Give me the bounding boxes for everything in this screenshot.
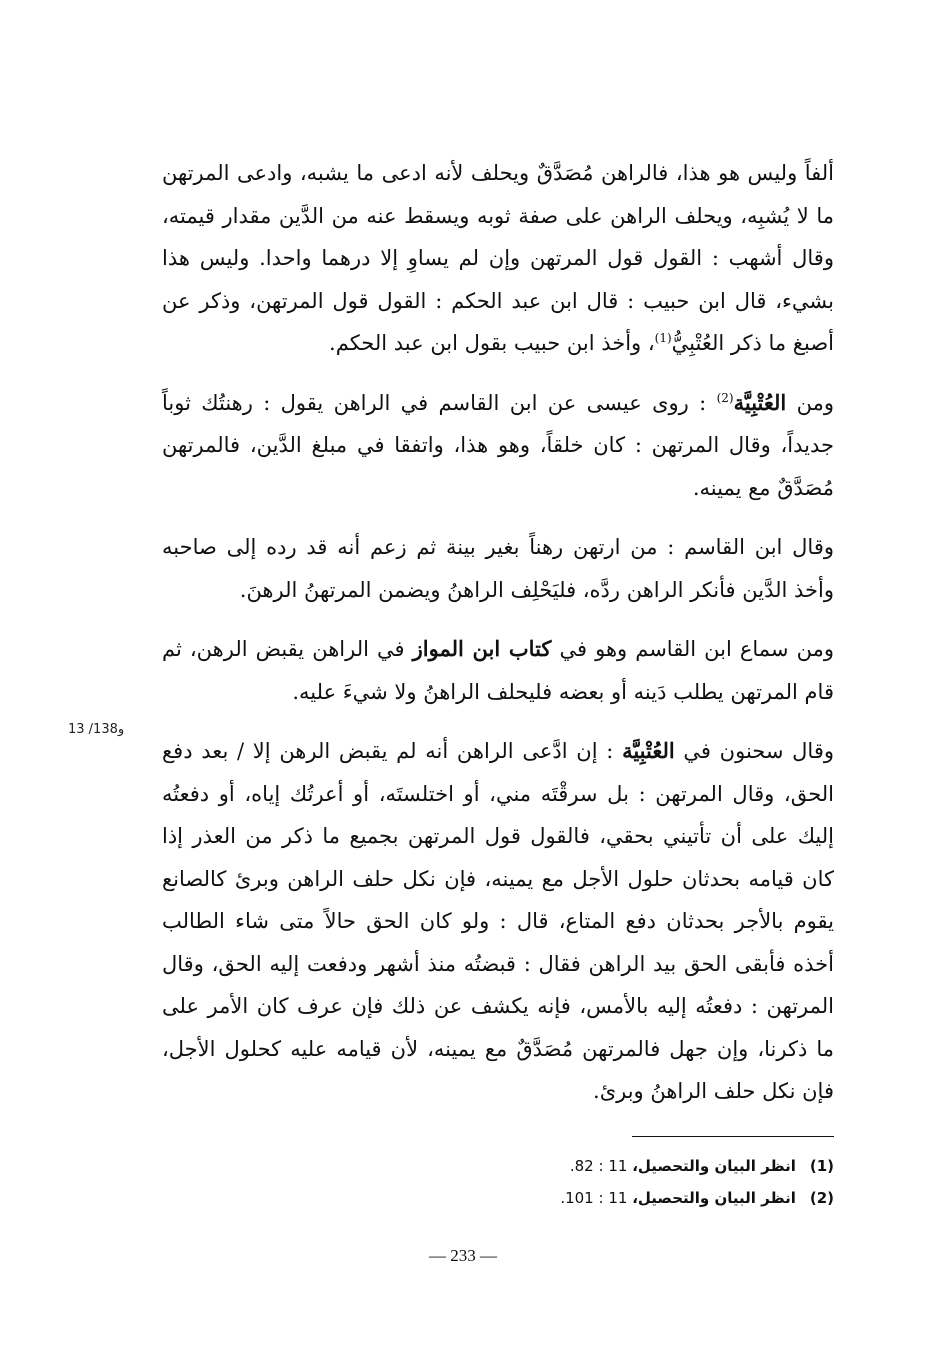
paragraph-text: : روى عيسى عن ابن القاسم في الراهن يقول : رهنتُك ثوباً جديداً، وقال المرتهن : كان خلقاً، وهو هذا، واتفقا في مبلغ الدَّين، فالمرتهن مُصَدَّقٌ مع يمينه. [162,390,834,500]
paragraph-lead: وقال سحنون في [674,739,834,763]
paragraph-4 [162,628,834,713]
book-title: العُتْبِيَّة [622,738,675,763]
paragraph-text: في الراهن يقبض الرهن، ثم قام المرتهن يطلب دَينه أو بعضه فليحلف الراهنُ ولا شيءَ عليه. [162,637,834,704]
footnote-source: انظر البيان والتحصيل، [632,1157,796,1175]
main-text [162,152,834,1113]
footnote-text [560,1182,796,1214]
paragraph-5 [162,730,834,1113]
paragraph-3 [162,526,834,611]
footnote-source: انظر البيان والتحصيل، [632,1189,796,1207]
footnote-divider [632,1136,834,1137]
paragraph-text: ، وأخذ ابن حبيب بقول ابن عبد الحكم. [329,331,655,355]
paragraph-2 [162,382,834,510]
page-number: — 233 — [429,1246,497,1265]
book-title: العُتْبِيَّة [733,389,787,415]
footnote-ref-1: (1) [654,331,672,345]
paragraph-text: وقال ابن القاسم : من ارتهن رهناً بغير بينة ثم زعم أنه قد رده إلى صاحبه وأخذ الدَّين فأنكر الراهن ردَّه، فليَحْلِف الراهنُ ويضمن المرتهنُ الرهنَ. [162,535,834,602]
book-title: كتاب ابن المواز [412,636,552,661]
footnote-item [434,1150,834,1182]
paragraph-lead: ومن [786,390,834,415]
footnote-ref-2: (2) [716,390,734,405]
footnote-text [570,1150,796,1182]
footnote-marker: (1) [809,1157,834,1175]
footnote-marker: (2) [809,1189,834,1207]
folio-reference: 13 /138و [68,722,125,737]
footnote-item [434,1182,834,1214]
footnotes [434,1150,834,1214]
footnote-location: 11 : 101. [560,1189,628,1207]
footnote-location: 11 : 82. [569,1157,628,1175]
paragraph-1 [162,152,834,365]
paragraph-text: ألفاً وليس هو هذا، فالراهن مُصَدَّقٌ ويحلف لأنه ادعى ما يشبه، وادعى المرتهن ما لا يُشبِه، ويحلف الراهن على صفة ثوبه ويسقط عنه من الدَّين مقدار قيمته، وقال أشهب : القول قول المرتهن وإن لم يساوِ إلا درهما واحدا. وليس هذا بشيء، قال ابن حبيب : قال ابن عبد الحكم : القول قول المرتهن، وذكر عن أصبغ ما ذكر العُتْبِيُّ [162,161,834,355]
paragraph-lead: ومن سماع ابن القاسم وهو في [551,637,834,661]
paragraph-text: : إن ادَّعى الراهن أنه لم يقبض الرهن إلا / بعد دفع الحق، وقال المرتهن : بل سرقْتَه مني، أو اختلستَه، أو أعرتُك إياه، أو دفعتُه إليك على أن تأتيني بحقي، فالقول قول المرتهن بجميع ما ذكر من العذر إذا كان قيامه بحدثان حلول الأجل مع يمينه، فإن نكل حلف الراهن وبرئ كالصانع يقوم بالأجر بحدثان دفع المتاع، قال : ولو كان الحق حالاً متى شاء الطالب أخذه فأبقى الحق بيد الراهن فقال : قبضتُه منذ أشهر ودفعت إليه الحق، وقال المرتهن : دفعتُه إليه بالأمس، فإنه يكشف عن ذلك فإن عرف كان الأمر على ما ذكرنا، وإن جهل فالمرتهن مُصَدَّقٌ مع يمينه، لأن قيامه عليه كحلول الأجل، فإن نكل حلف الراهنُ وبرئ. [162,739,834,1103]
